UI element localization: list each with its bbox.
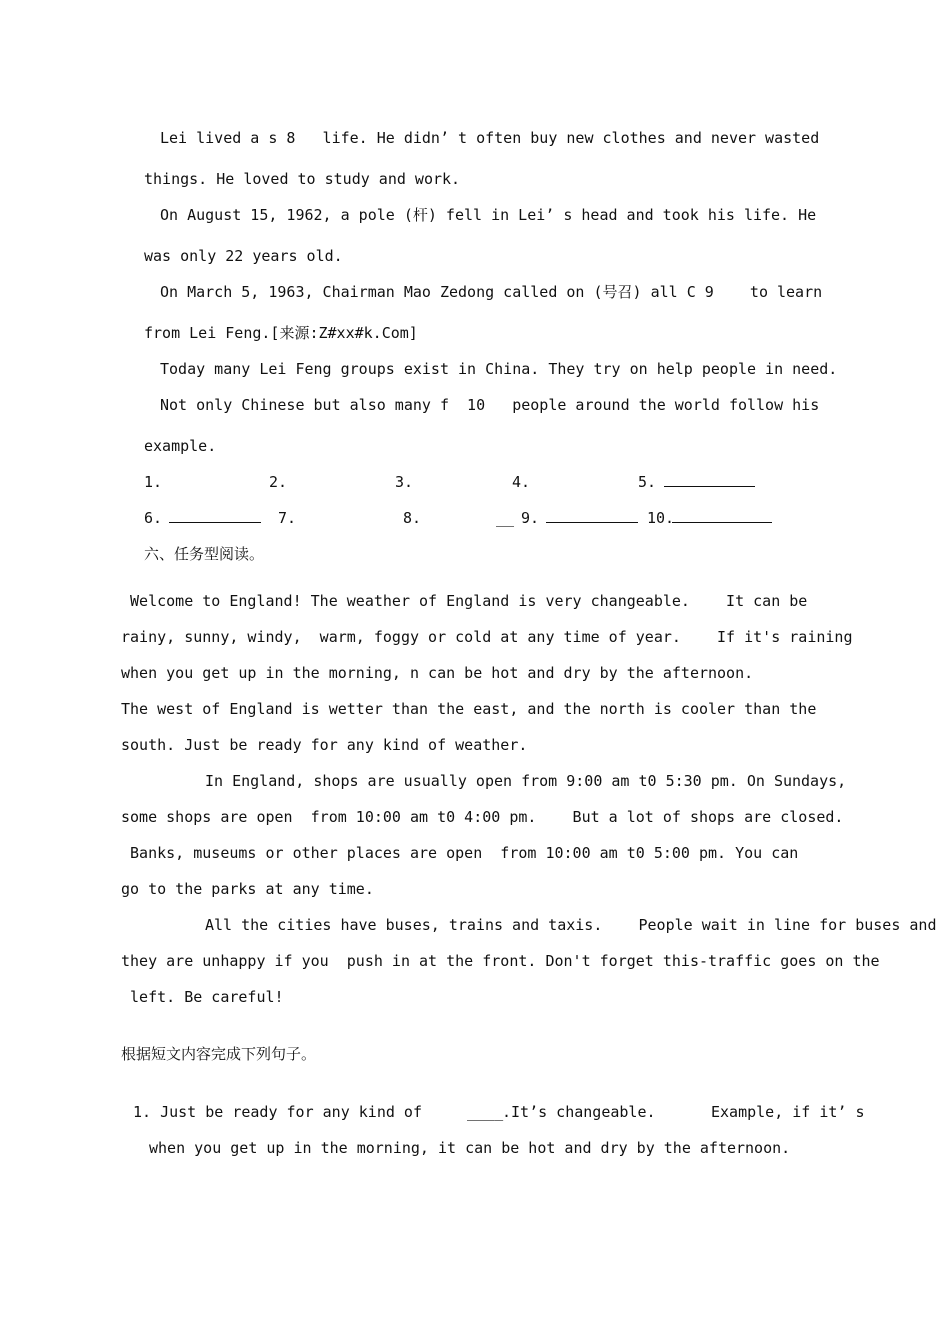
answer-blank[interactable] bbox=[664, 472, 755, 492]
answer-number: 7. bbox=[278, 509, 297, 527]
passage-b-line: rainy, sunny, windy, warm, foggy or cold at any time of year. If it's raining bbox=[121, 628, 853, 646]
passage-b-line: The west of England is wetter than the east, and the north is cooler than the bbox=[121, 700, 817, 718]
passage-a-line: Not only Chinese but also many f 10 people around the world follow his bbox=[160, 396, 820, 414]
question-1-text: .It’s changeable. bbox=[502, 1103, 656, 1121]
answer-blank[interactable] bbox=[169, 508, 261, 528]
passage-b-line: left. Be careful! bbox=[121, 988, 284, 1006]
answer-number: 2. bbox=[269, 473, 288, 491]
section-heading: 六、任务型阅读。 bbox=[144, 545, 265, 563]
passage-a-line: example. bbox=[144, 437, 217, 455]
answer-number: 3. bbox=[395, 473, 414, 491]
answer-number: 6. bbox=[144, 509, 163, 527]
passage-b-line: In England, shops are usually open from 9:00 am t0 5:30 pm. On Sundays, bbox=[205, 772, 847, 790]
passage-b-line: when you get up in the morning, n can be hot and dry by the afternoon. bbox=[121, 664, 754, 682]
passage-a-line: was only 22 years old. bbox=[144, 247, 343, 265]
question-1-blank[interactable]: ____ bbox=[467, 1103, 504, 1121]
answer-blank[interactable]: __ bbox=[496, 509, 515, 527]
answer-number: 8. bbox=[403, 509, 422, 527]
answer-number: 4. bbox=[512, 473, 531, 491]
passage-b-line: All the cities have buses, trains and taxis. People wait in line for buses and bbox=[205, 916, 937, 934]
passage-a-line: Today many Lei Feng groups exist in China. They try on help people in need. bbox=[160, 360, 838, 378]
question-1-text: when you get up in the morning, it can be hot and dry by the afternoon. bbox=[149, 1139, 791, 1157]
question-1-text: 1. Just be ready for any kind of bbox=[133, 1103, 422, 1121]
answer-blank[interactable] bbox=[546, 508, 638, 528]
passage-a-line: from Lei Feng.[来源:Z#xx#k.Com] bbox=[144, 324, 418, 342]
passage-a-line: On August 15, 1962, a pole (杆) fell in Lei’ s head and took his life. He bbox=[160, 206, 817, 224]
passage-a-line: Lei lived a s 8 life. He didn’ t often buy new clothes and never wasted bbox=[160, 129, 820, 147]
question-1-text: Example, if it’ s bbox=[711, 1103, 865, 1121]
passage-a-line: On March 5, 1963, Chairman Mao Zedong called on (号召) all C 9 to learn bbox=[160, 283, 823, 301]
answer-number: 5. bbox=[638, 473, 657, 491]
answer-number: 9. bbox=[521, 509, 540, 527]
answer-number: 1. bbox=[144, 473, 163, 491]
task-instruction: 根据短文内容完成下列句子。 bbox=[121, 1045, 317, 1063]
passage-b-line: south. Just be ready for any kind of weather. bbox=[121, 736, 528, 754]
passage-b-line: Banks, museums or other places are open from 10:00 am t0 5:00 pm. You can bbox=[121, 844, 799, 862]
passage-b-line: go to the parks at any time. bbox=[121, 880, 374, 898]
passage-a-line: things. He loved to study and work. bbox=[144, 170, 461, 188]
passage-b-line: they are unhappy if you push in at the front. Don't forget this-traffic goes on the bbox=[121, 952, 880, 970]
passage-b-line: Welcome to England! The weather of England is very changeable. It can be bbox=[121, 592, 808, 610]
answer-blank[interactable] bbox=[672, 508, 772, 528]
answer-number: 10. bbox=[647, 509, 675, 527]
passage-b-line: some shops are open from 10:00 am t0 4:00 pm. But a lot of shops are closed. bbox=[121, 808, 844, 826]
